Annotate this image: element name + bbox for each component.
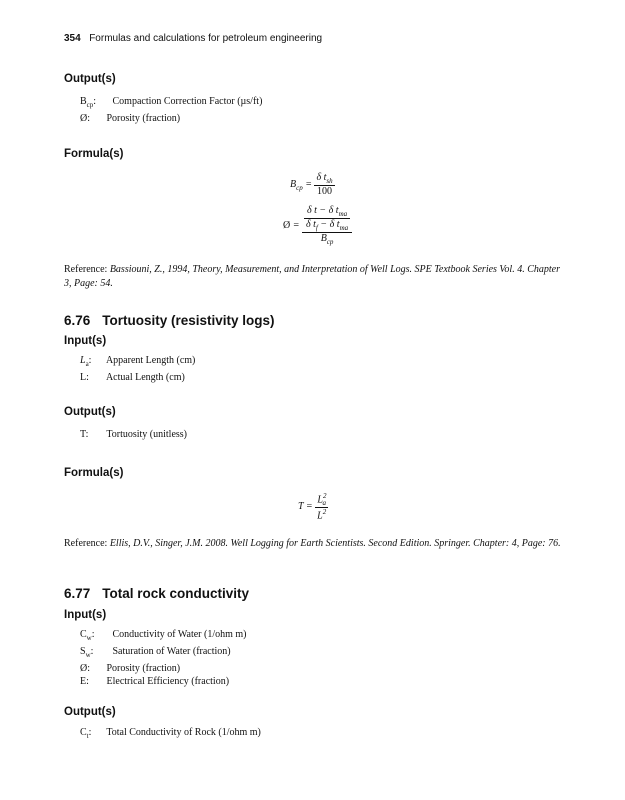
formulas-heading: Formula(s) (64, 148, 124, 160)
inputs-heading: Input(s) (64, 335, 107, 347)
symbol: $C_w$: (80, 629, 95, 642)
outputs-heading: Output(s) (64, 73, 116, 85)
list-item (80, 112, 262, 125)
reference: Reference: Ellis, D.V., Singer, J.M. 2008. Well Logging for Earth Scientists. Second Edition. Springer. Chapter: 4, Page: 76. (64, 538, 561, 549)
formula-tortuosity: T = $\frac{L^2_a}{L^2}$ (298, 492, 327, 522)
symbol: L: (80, 372, 89, 383)
inputs-list (80, 354, 195, 384)
outputs-heading: Output(s) (64, 706, 116, 718)
inputs-heading: Input(s) (64, 609, 107, 621)
outputs-list (80, 95, 262, 125)
description: Electrical Efficiency (fraction) (106, 676, 230, 687)
list-item (80, 428, 187, 441)
outputs-list (80, 726, 261, 743)
page-number: 354 (64, 33, 81, 44)
description: Saturation of Water (fraction) (112, 646, 231, 657)
description: Porosity (fraction) (106, 663, 181, 674)
outputs-heading: Output(s) (64, 406, 116, 418)
symbol: E: (80, 676, 89, 687)
list-item (80, 354, 195, 371)
description: Apparent Length (cm) (105, 355, 196, 366)
description: Compaction Correction Factor (µs/ft) (112, 96, 263, 107)
list-item (80, 628, 247, 645)
list-item (80, 675, 247, 688)
symbol: $B_{cp}$: (80, 96, 97, 109)
symbol: Ø: (80, 113, 91, 124)
symbol: Ø: (80, 663, 91, 674)
description: Porosity (fraction) (106, 113, 181, 124)
inputs-list (80, 628, 247, 688)
symbol: T: (80, 429, 89, 440)
reference: Reference: Bassiouni, Z., 1994, Theory, Measurement, and Interpretation of Well Logs. SPE Textbook Series Vol. 4. Chapter 3, Page: 54. (64, 264, 560, 289)
formula-porosity: Ø = $\frac{\frac{\delta t - \delta t_{ma}}{\delta t_f - \delta t_{ma}}}{B_{cp}}$ (283, 205, 352, 246)
list-item (80, 95, 262, 112)
formula-bcp: $B_{cp}$ = $\frac{\delta t_{sh}}{100}$ (290, 172, 333, 197)
outputs-list (80, 428, 187, 441)
list-item (80, 662, 247, 675)
list-item (80, 371, 195, 384)
description: Actual Length (cm) (105, 372, 185, 383)
symbol: $S_w$: (80, 646, 94, 659)
list-item (80, 645, 247, 662)
description: Total Conductivity of Rock (1/ohm m) (106, 727, 261, 738)
symbol: $L_a$: (80, 355, 92, 368)
formulas-heading: Formula(s) (64, 467, 124, 479)
running-title: Formulas and calculations for petroleum engineering (89, 33, 323, 44)
section-title: 6.76 Tortuosity (resistivity logs) (64, 313, 275, 328)
section-title: 6.77 Total rock conductivity (64, 586, 250, 601)
list-item (80, 726, 261, 743)
running-header (64, 33, 322, 44)
description: Tortuosity (unitless) (106, 429, 188, 440)
description: Conductivity of Water (1/ohm m) (112, 629, 247, 640)
symbol: $C_t$: (80, 727, 92, 740)
